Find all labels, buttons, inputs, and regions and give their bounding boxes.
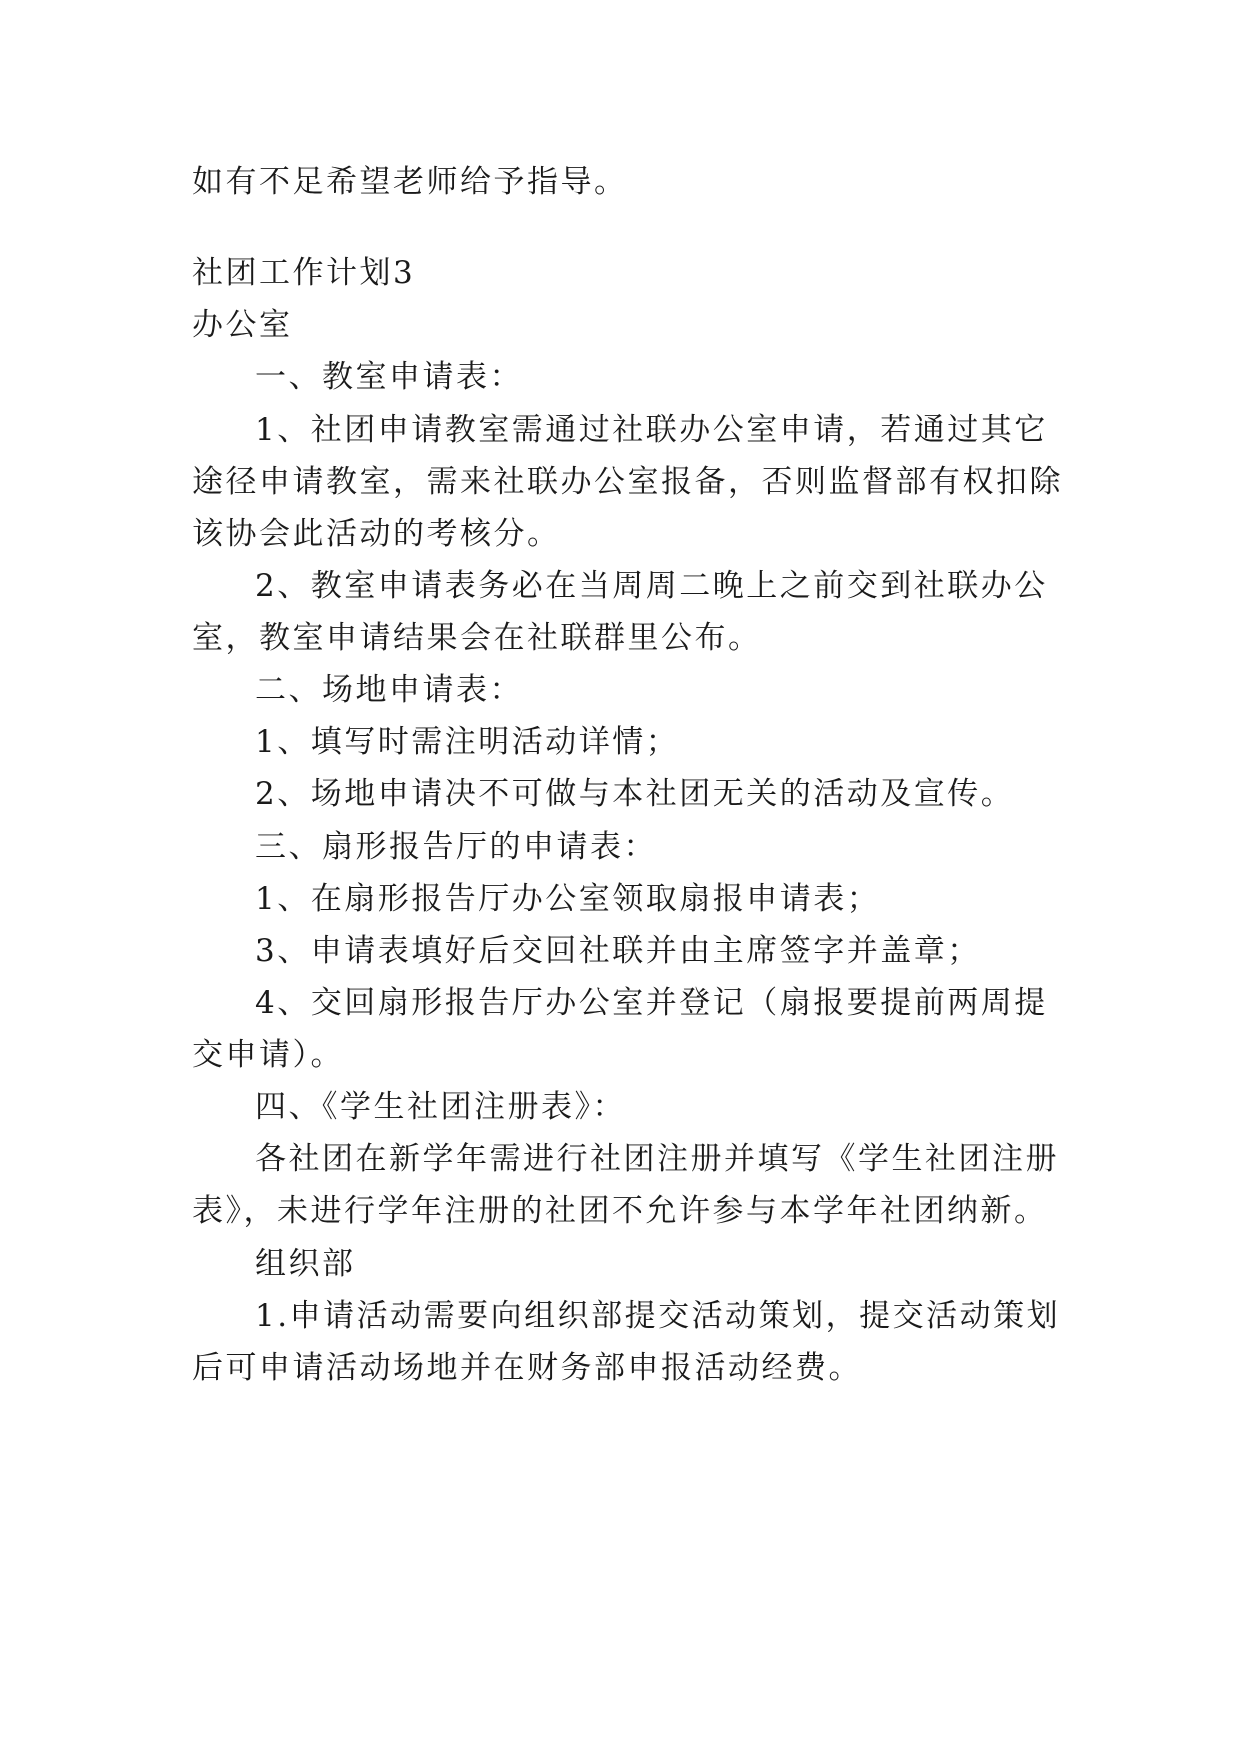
- paragraph-line: 2、教室申请表务必在当周周二晚上之前交到社联办公: [255, 568, 1048, 604]
- department-heading-office: 办公室: [192, 307, 293, 343]
- list-item: 4、交回扇形报告厅办公室并登记（扇报要提前两周提: [255, 985, 1048, 1021]
- closing-sentence: 如有不足希望老师给予指导。: [192, 164, 628, 200]
- subheading-lecture-hall-application: 三、扇形报告厅的申请表：: [255, 829, 657, 865]
- list-item: 1、填写时需注明活动详情；: [255, 724, 680, 760]
- subheading-classroom-application: 一、教室申请表：: [255, 359, 523, 395]
- paragraph-line: 后可申请活动场地并在财务部申报活动经费。: [192, 1350, 862, 1386]
- list-item: 3、申请表填好后交回社联并由主席签字并盖章；: [255, 933, 981, 969]
- paragraph-line: 室，教室申请结果会在社联群里公布。: [192, 620, 762, 656]
- paragraph-line: 该协会此活动的考核分。: [192, 516, 561, 552]
- list-item: 2、场地申请决不可做与本社团无关的活动及宣传。: [255, 776, 1015, 812]
- paragraph-line: 1、社团申请教室需通过社联办公室申请，若通过其它: [255, 412, 1048, 448]
- subheading-club-registration: 四、《学生社团注册表》：: [255, 1089, 626, 1125]
- department-heading-organization: 组织部: [255, 1246, 356, 1282]
- paragraph-line: 1.申请活动需要向组织部提交活动策划，提交活动策划: [255, 1298, 1061, 1334]
- paragraph-line: 各社团在新学年需进行社团注册并填写《学生社团注册: [255, 1141, 1059, 1177]
- list-item-continuation: 交申请）。: [192, 1037, 344, 1073]
- paragraph-line: 表》，未进行学年注册的社团不允许参与本学年社团纳新。: [192, 1193, 1048, 1229]
- section-title: 社团工作计划3: [192, 255, 416, 291]
- list-item: 1、在扇形报告厅办公室领取扇报申请表；: [255, 881, 881, 917]
- subheading-venue-application: 二、场地申请表：: [255, 672, 523, 708]
- paragraph-line: 途径申请教室，需来社联办公室报备，否则监督部有权扣除: [192, 464, 1063, 500]
